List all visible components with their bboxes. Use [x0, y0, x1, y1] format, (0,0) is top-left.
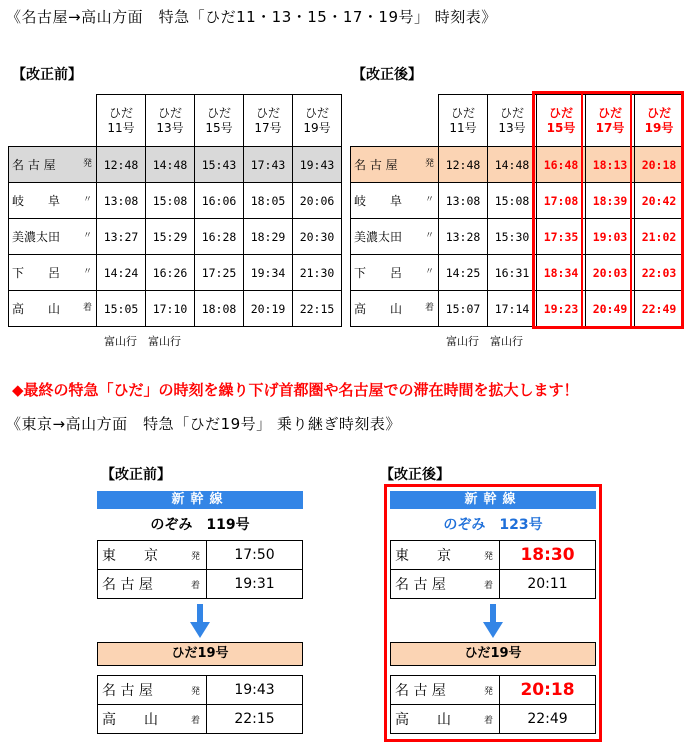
- station-mark: 〃: [424, 195, 434, 205]
- timetable-row: [351, 147, 684, 183]
- timetable-after: [350, 94, 684, 327]
- dep-mark: 発: [483, 686, 493, 697]
- time-cell: 22:15: [234, 711, 275, 727]
- train-header: [586, 95, 635, 147]
- time-cell: 14:48: [488, 147, 537, 183]
- train-name: ひだ 19号: [303, 105, 331, 135]
- station-cell: [9, 147, 97, 183]
- time-cell: 13:08: [439, 183, 488, 219]
- train-header: [97, 95, 146, 147]
- transfer-before-label: 【改正前】: [101, 467, 171, 483]
- station-cell: [351, 255, 439, 291]
- timetable-row: [97, 540, 303, 570]
- time-cell: 20:18: [635, 147, 684, 183]
- station-cell: [351, 219, 439, 255]
- station-mark: 〃: [424, 267, 434, 277]
- time-cell: 20:19: [244, 291, 293, 327]
- page-title: 《名古屋→高山方面 特急「ひだ11・13・15・17・19号」 時刻表》: [6, 8, 497, 26]
- station-cell: [9, 183, 97, 219]
- time-cell: 18:34: [537, 255, 586, 291]
- time-cell: 22:49: [635, 291, 684, 327]
- station-cell: [351, 183, 439, 219]
- time-cell: 17:08: [537, 183, 586, 219]
- timetable-row: [97, 569, 303, 599]
- section-title: 《東京→高山方面 特急「ひだ19号」 乗り継ぎ時刻表》: [6, 415, 401, 433]
- train-header: [439, 95, 488, 147]
- station-name: 美濃太田: [354, 230, 403, 244]
- arr-mark: 着: [483, 715, 493, 726]
- time-cell: 18:13: [586, 147, 635, 183]
- time-cell: 22:15: [293, 291, 342, 327]
- time-cell: 12:48: [97, 147, 146, 183]
- time-cell: 19:43: [234, 682, 275, 698]
- station-mark: 〃: [424, 231, 434, 241]
- station-name: 高 山: [102, 712, 158, 728]
- time-cell: 19:31: [234, 576, 275, 592]
- after-label: 【改正後】: [352, 67, 422, 83]
- train-header: [293, 95, 342, 147]
- timetable-row: [9, 147, 342, 183]
- train-name: ひだ 11号: [449, 105, 477, 135]
- shinkansen-bar: 新幹線: [390, 491, 596, 509]
- station-name: 下 呂: [354, 266, 403, 280]
- train-name: ひだ 19号: [644, 105, 674, 135]
- station-name: 岐 阜: [354, 194, 403, 208]
- station-mark: 〃: [82, 195, 92, 205]
- time-cell: 20:30: [293, 219, 342, 255]
- timetable-row: [351, 219, 684, 255]
- time-cell: 16:06: [195, 183, 244, 219]
- time-cell: 19:23: [537, 291, 586, 327]
- station-name: 高 山: [12, 302, 61, 316]
- footnote-after: 富山行 富山行: [446, 335, 523, 348]
- train-header: [146, 95, 195, 147]
- timetable-row: [9, 219, 342, 255]
- time-cell: 20:03: [586, 255, 635, 291]
- train-header: [537, 95, 586, 147]
- time-cell: 18:29: [244, 219, 293, 255]
- time-cell: 16:26: [146, 255, 195, 291]
- time-cell: 19:34: [244, 255, 293, 291]
- time-cell: 13:08: [97, 183, 146, 219]
- time-cell: 17:50: [234, 547, 275, 563]
- time-cell: 20:49: [586, 291, 635, 327]
- time-cell: 15:08: [488, 183, 537, 219]
- station-mark: 発: [424, 159, 434, 169]
- timetable-row: [351, 183, 684, 219]
- station-name: 下 呂: [12, 266, 61, 280]
- station-name: 岐 阜: [12, 194, 61, 208]
- station-name: 名 古 屋: [102, 577, 153, 593]
- station-mark: 〃: [82, 267, 92, 277]
- station-cell: [9, 219, 97, 255]
- station-name: 美濃太田: [12, 230, 61, 244]
- time-cell: 17:43: [244, 147, 293, 183]
- timetable-row: [9, 183, 342, 219]
- train-header: [488, 95, 537, 147]
- dep-mark: 発: [190, 686, 200, 697]
- station-mark: 着: [82, 303, 92, 313]
- time-cell: 18:39: [586, 183, 635, 219]
- arrow-down-icon: [190, 604, 210, 638]
- before-label: 【改正前】: [12, 67, 82, 83]
- arr-mark: 着: [190, 580, 200, 591]
- train-name: ひだ 17号: [595, 105, 625, 135]
- time-cell: 17:35: [537, 219, 586, 255]
- time-cell: 15:30: [488, 219, 537, 255]
- time-cell: 17:14: [488, 291, 537, 327]
- station-name: 東 京: [395, 548, 451, 564]
- timetable-row: [351, 291, 684, 327]
- time-cell: 20:06: [293, 183, 342, 219]
- timetable-row: [97, 675, 303, 705]
- time-cell: 15:29: [146, 219, 195, 255]
- time-cell: 22:49: [527, 711, 568, 727]
- timetable-row: [390, 569, 596, 599]
- time-cell: 13:28: [439, 219, 488, 255]
- train-name: ひだ 13号: [498, 105, 526, 135]
- train-header: [195, 95, 244, 147]
- timetable-row: [97, 704, 303, 734]
- timetable-row: [9, 255, 342, 291]
- train-name: ひだ 11号: [107, 105, 135, 135]
- timetable-row: [390, 540, 596, 570]
- station-name: 名 古 屋: [12, 158, 56, 172]
- station-name: 東 京: [102, 548, 158, 564]
- timetable-row: [351, 255, 684, 291]
- time-cell: 20:42: [635, 183, 684, 219]
- time-cell: 21:02: [635, 219, 684, 255]
- notice-text: ◆最終の特急「ひだ」の時刻を繰り下げ首都圏や名古屋での滞在時間を拡大します！: [12, 381, 579, 399]
- hida-bar: ひだ19号: [390, 642, 596, 666]
- time-cell: 16:28: [195, 219, 244, 255]
- time-cell: 17:10: [146, 291, 195, 327]
- station-name: 名 古 屋: [395, 683, 446, 699]
- time-cell: 14:25: [439, 255, 488, 291]
- train-name: ひだ 17号: [254, 105, 282, 135]
- arr-mark: 着: [483, 580, 493, 591]
- station-name: 高 山: [354, 302, 403, 316]
- time-cell: 18:08: [195, 291, 244, 327]
- time-cell: 13:27: [97, 219, 146, 255]
- train-name: ひだ 15号: [546, 105, 576, 135]
- station-name: 名 古 屋: [354, 158, 398, 172]
- dep-mark: 発: [483, 551, 493, 562]
- time-cell: 19:43: [293, 147, 342, 183]
- time-cell: 14:48: [146, 147, 195, 183]
- time-cell: 15:08: [146, 183, 195, 219]
- time-cell: 15:05: [97, 291, 146, 327]
- time-cell: 16:31: [488, 255, 537, 291]
- time-cell: 20:11: [527, 576, 568, 592]
- footnote-before: 富山行 富山行: [104, 335, 181, 348]
- time-cell: 20:18: [520, 680, 575, 700]
- station-name: 名 古 屋: [102, 683, 153, 699]
- timetable-before: [8, 94, 342, 327]
- time-cell: 14:24: [97, 255, 146, 291]
- time-cell: 22:03: [635, 255, 684, 291]
- time-cell: 15:07: [439, 291, 488, 327]
- station-mark: 着: [424, 303, 434, 313]
- timetable-row: [390, 675, 596, 705]
- time-cell: 12:48: [439, 147, 488, 183]
- dep-mark: 発: [190, 551, 200, 562]
- train-name: ひだ 15号: [205, 105, 233, 135]
- station-cell: [9, 291, 97, 327]
- time-cell: 17:25: [195, 255, 244, 291]
- hida-bar: ひだ19号: [97, 642, 303, 666]
- station-mark: 〃: [82, 231, 92, 241]
- time-cell: 18:30: [520, 545, 575, 565]
- station-name: 名 古 屋: [395, 577, 446, 593]
- shinkansen-bar: 新幹線: [97, 491, 303, 509]
- time-cell: 16:48: [537, 147, 586, 183]
- station-cell: [351, 291, 439, 327]
- time-cell: 19:03: [586, 219, 635, 255]
- time-cell: 15:43: [195, 147, 244, 183]
- arrow-down-icon: [483, 604, 503, 638]
- time-cell: 18:05: [244, 183, 293, 219]
- timetable-row: [9, 291, 342, 327]
- transfer-after-label: 【改正後】: [380, 467, 450, 483]
- station-name: 高 山: [395, 712, 451, 728]
- nozomi-train-name: のぞみ 123号: [443, 517, 543, 533]
- train-name: ひだ 13号: [156, 105, 184, 135]
- nozomi-train-name: のぞみ 119号: [150, 517, 250, 533]
- station-mark: 発: [82, 159, 92, 169]
- arr-mark: 着: [190, 715, 200, 726]
- time-cell: 21:30: [293, 255, 342, 291]
- train-header: [635, 95, 684, 147]
- timetable-row: [390, 704, 596, 734]
- train-header: [244, 95, 293, 147]
- station-cell: [351, 147, 439, 183]
- station-cell: [9, 255, 97, 291]
